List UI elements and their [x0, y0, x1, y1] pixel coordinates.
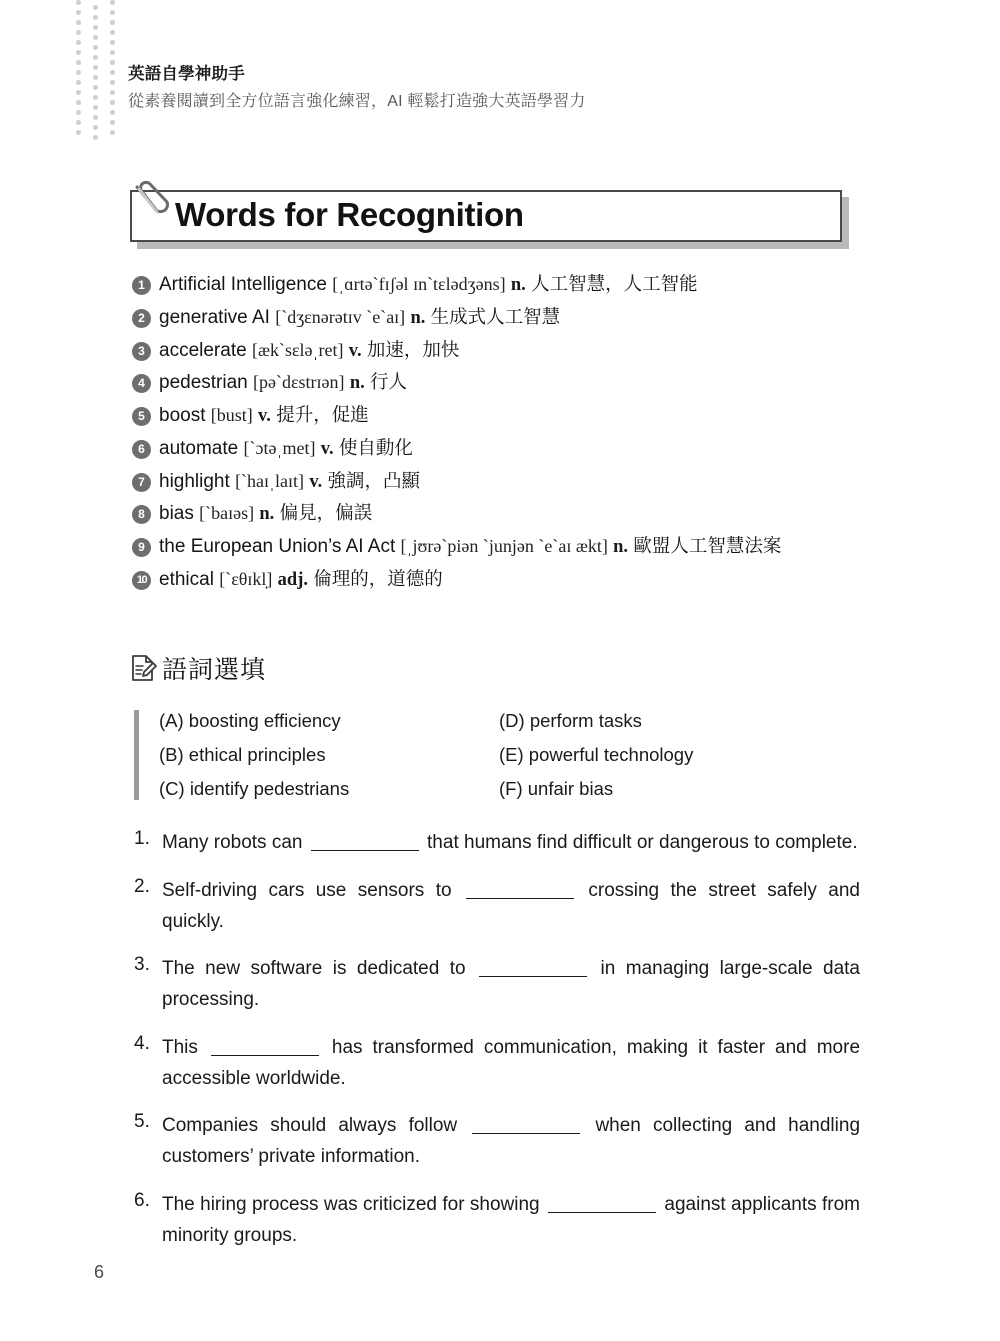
vocabulary-word: Artificial Intelligence: [159, 274, 327, 295]
vocabulary-ipa: [ˋbaɪəs]: [199, 503, 255, 524]
options-box: [134, 710, 864, 800]
decorative-dot: [76, 20, 81, 25]
vocabulary-zh: 偏見，偏誤: [279, 502, 373, 524]
paperclip-icon: [126, 178, 172, 224]
question-number: 4.: [134, 1032, 150, 1054]
question-text-after: has transformed communication, making it faster and more accessible worldwide.: [162, 1036, 861, 1089]
vocabulary-entry: [132, 370, 892, 396]
vocabulary-number-badge: 10: [132, 571, 151, 590]
vocabulary-entry: [132, 469, 892, 495]
decorative-dot: [110, 10, 115, 15]
vocabulary-number-badge: 4: [132, 374, 151, 393]
decorative-dot: [93, 35, 98, 40]
vocabulary-zh: 行人: [370, 371, 408, 393]
question-item: [134, 1111, 860, 1173]
vocabulary-pos: n.: [349, 373, 365, 394]
vocabulary-zh: 強調，凸顯: [327, 469, 420, 491]
question-number: 6.: [134, 1189, 150, 1211]
vocabulary-ipa: [pəˋdɛstrɪən]: [253, 372, 345, 393]
options-left-rule: [134, 710, 139, 800]
option-item: (E) powerful technology: [499, 744, 694, 765]
decorative-dot: [93, 55, 98, 60]
question-item: [134, 1033, 860, 1095]
vocabulary-zh: 生成式人工智慧: [430, 305, 561, 327]
options-grid: [159, 710, 864, 800]
book-subtitle: 從素養閱讀到全方位語言強化練習，AI 輕鬆打造強大英語學習力: [128, 92, 586, 110]
vocabulary-word: ethical: [159, 569, 214, 591]
question-text-after: when collecting and handling customers’ private information.: [162, 1115, 861, 1168]
decorative-dot: [110, 90, 115, 95]
vocabulary-entry: [132, 436, 892, 462]
decorative-dot: [110, 30, 115, 35]
question-number: 2.: [134, 875, 150, 897]
vocabulary-entry: [132, 534, 892, 560]
document-pencil-icon: [128, 653, 158, 683]
vocabulary-entry: [132, 305, 892, 331]
question-text-after: that humans find difficult or dangerous to complete.: [427, 832, 858, 853]
vocabulary-ipa: [ˌɑrtəˋfɪʃəl ɪnˋtɛlədʒəns]: [332, 274, 506, 294]
vocabulary-zh: 使自動化: [338, 436, 413, 458]
question-item: [134, 828, 860, 859]
vocabulary-number-badge: 7: [132, 473, 151, 492]
question-number: 3.: [134, 954, 150, 976]
answer-blank[interactable]: [311, 850, 419, 851]
decorative-dot: [93, 125, 98, 130]
vocabulary-pos: v.: [309, 471, 323, 492]
vocabulary-number-badge: 8: [132, 505, 151, 524]
vocabulary-pos: n.: [613, 537, 629, 558]
vocabulary-zh: 歐盟人工智慧法案: [633, 535, 782, 557]
decorative-dot: [76, 40, 81, 45]
question-text: [162, 1111, 860, 1173]
question-text: [162, 828, 860, 859]
decorative-dot: [93, 135, 98, 140]
question-text-before: Companies should always follow: [162, 1115, 458, 1137]
vocabulary-word: generative AI: [159, 306, 270, 328]
vocabulary-ipa: [ˋdʒɛnərətɪv ˋeˋaɪ]: [275, 306, 406, 327]
answer-blank[interactable]: [466, 898, 574, 899]
vocabulary-ipa: [ˋɛθɪkl̩]: [219, 569, 273, 590]
section-banner: [130, 190, 842, 242]
question-text-after: against applicants from minority groups.: [162, 1193, 860, 1246]
vocabulary-zh: 提升，促進: [276, 404, 369, 426]
vocabulary-entry: [132, 338, 892, 364]
question-text-before: The hiring process was criticized for showing: [162, 1193, 540, 1215]
answer-blank[interactable]: [479, 976, 587, 977]
decorative-dot: [76, 130, 81, 135]
vocabulary-number-badge: 2: [132, 309, 151, 328]
page-title: Words for Recognition: [175, 196, 524, 234]
question-text-before: Many robots can: [162, 832, 303, 853]
decorative-dot: [76, 90, 81, 95]
vocabulary-entry-text: [159, 501, 372, 527]
vocabulary-pos: v.: [258, 406, 271, 427]
option-item: (B) ethical principles: [159, 744, 326, 765]
vocabulary-word: the European Union’s AI Act: [159, 536, 396, 558]
decorative-dot: [93, 105, 98, 110]
answer-blank[interactable]: [211, 1055, 319, 1056]
vocabulary-ipa: [ˋɔtəˌmet]: [243, 437, 316, 458]
vocabulary-number-badge: 5: [132, 407, 151, 426]
option-item: (A) boosting efficiency: [159, 710, 341, 731]
decorative-dot: [76, 30, 81, 35]
question-text: [162, 1190, 860, 1252]
question-text: [162, 1033, 860, 1095]
question-text: [162, 876, 860, 938]
vocabulary-zh: 人工智慧，人工智能: [531, 273, 698, 294]
decorative-dot: [76, 120, 81, 125]
decorative-dot: [76, 110, 81, 115]
question-number: 1.: [134, 828, 150, 849]
vocabulary-number-badge: 1: [132, 276, 151, 295]
vocabulary-number-badge: 6: [132, 440, 151, 459]
vocabulary-pos: v.: [348, 340, 362, 361]
vocabulary-ipa: [ˋhaɪˌlaɪt]: [235, 470, 305, 491]
vocabulary-entry: [132, 567, 892, 593]
vocabulary-ipa: [ˌjʊrəˋpiən ˋjunjən ˋeˋaɪ ækt]: [400, 536, 608, 557]
decorative-dot: [93, 95, 98, 100]
vocabulary-entry: [132, 272, 892, 298]
vocabulary-pos: adj.: [277, 570, 308, 591]
fill-in-section-title: 語詞選填: [162, 656, 267, 684]
vocabulary-zh: 加速，加快: [366, 338, 460, 360]
vocabulary-entry-text: [159, 305, 560, 331]
decorative-dot: [110, 20, 115, 25]
answer-blank[interactable]: [472, 1133, 580, 1134]
vocabulary-word: bias: [159, 503, 194, 525]
vocabulary-entry-text: [159, 469, 420, 495]
decorative-dot: [110, 120, 115, 125]
vocabulary-entry-text: [159, 272, 698, 298]
question-text: [162, 954, 860, 1016]
vocabulary-list: [132, 272, 892, 600]
book-title: 英語自學神助手: [128, 65, 245, 83]
vocabulary-number-badge: 3: [132, 342, 151, 361]
vocabulary-entry-text: [159, 338, 459, 364]
decorative-dot: [93, 45, 98, 50]
running-head: [128, 62, 888, 114]
decorative-dot: [76, 0, 81, 5]
questions-list: [134, 828, 860, 1268]
decorative-dot: [110, 60, 115, 65]
vocabulary-word: highlight: [159, 470, 230, 492]
question-text-after: crossing the street safely and quickly.: [162, 879, 860, 932]
decorative-dot: [76, 10, 81, 15]
decorative-dot: [93, 115, 98, 120]
decorative-dot: [76, 80, 81, 85]
decorative-dot: [110, 80, 115, 85]
vocabulary-entry-text: [159, 567, 443, 593]
vocabulary-entry-text: [159, 436, 413, 462]
decorative-dot-pattern: [74, 0, 120, 140]
decorative-dot: [76, 60, 81, 65]
vocabulary-number-badge: 9: [132, 538, 151, 557]
decorative-dot: [110, 40, 115, 45]
vocabulary-zh: 倫理的，道德的: [313, 568, 443, 590]
decorative-dot: [110, 110, 115, 115]
decorative-dot: [93, 5, 98, 10]
vocabulary-word: automate: [159, 437, 239, 459]
vocabulary-pos: v.: [320, 438, 334, 459]
option-item: (C) identify pedestrians: [159, 778, 350, 799]
question-text-before: This: [162, 1036, 198, 1058]
vocabulary-ipa: [ækˋsɛləˌret]: [251, 339, 344, 360]
option-item: (D) perform tasks: [499, 710, 642, 731]
decorative-dot: [76, 70, 81, 75]
decorative-dot: [110, 130, 115, 135]
decorative-dot: [93, 15, 98, 20]
decorative-dot: [76, 100, 81, 105]
question-text-before: The new software is dedicated to: [162, 958, 466, 980]
vocabulary-pos: n.: [510, 275, 526, 295]
question-number: 5.: [134, 1111, 150, 1133]
decorative-dot: [110, 0, 115, 5]
decorative-dot: [93, 25, 98, 30]
vocabulary-entry-text: [159, 534, 781, 560]
decorative-dot: [110, 50, 115, 55]
option-item: (F) unfair bias: [499, 778, 614, 799]
answer-blank[interactable]: [548, 1212, 656, 1213]
vocabulary-pos: n.: [410, 307, 426, 328]
vocabulary-entry-text: [159, 403, 369, 429]
vocabulary-pos: n.: [259, 504, 275, 525]
vocabulary-word: accelerate: [159, 339, 247, 361]
decorative-dot: [93, 75, 98, 80]
decorative-dot: [110, 70, 115, 75]
question-item: [134, 876, 860, 938]
decorative-dot: [93, 85, 98, 90]
page-number: 6: [94, 1262, 105, 1282]
question-item: [134, 1190, 860, 1252]
decorative-dot: [93, 65, 98, 70]
vocabulary-word: boost: [159, 405, 206, 427]
vocabulary-entry-text: [159, 370, 407, 396]
vocabulary-word: pedestrian: [159, 372, 248, 394]
question-text-after: in managing large-scale data processing.: [162, 958, 861, 1011]
question-text-before: Self-driving cars use sensors to: [162, 879, 452, 901]
decorative-dot: [110, 100, 115, 105]
question-item: [134, 954, 860, 1016]
fill-in-section-heading: [128, 650, 266, 686]
vocabulary-entry: [132, 403, 892, 429]
vocabulary-ipa: [bust]: [210, 405, 253, 426]
decorative-dot: [76, 50, 81, 55]
vocabulary-entry: [132, 501, 892, 527]
